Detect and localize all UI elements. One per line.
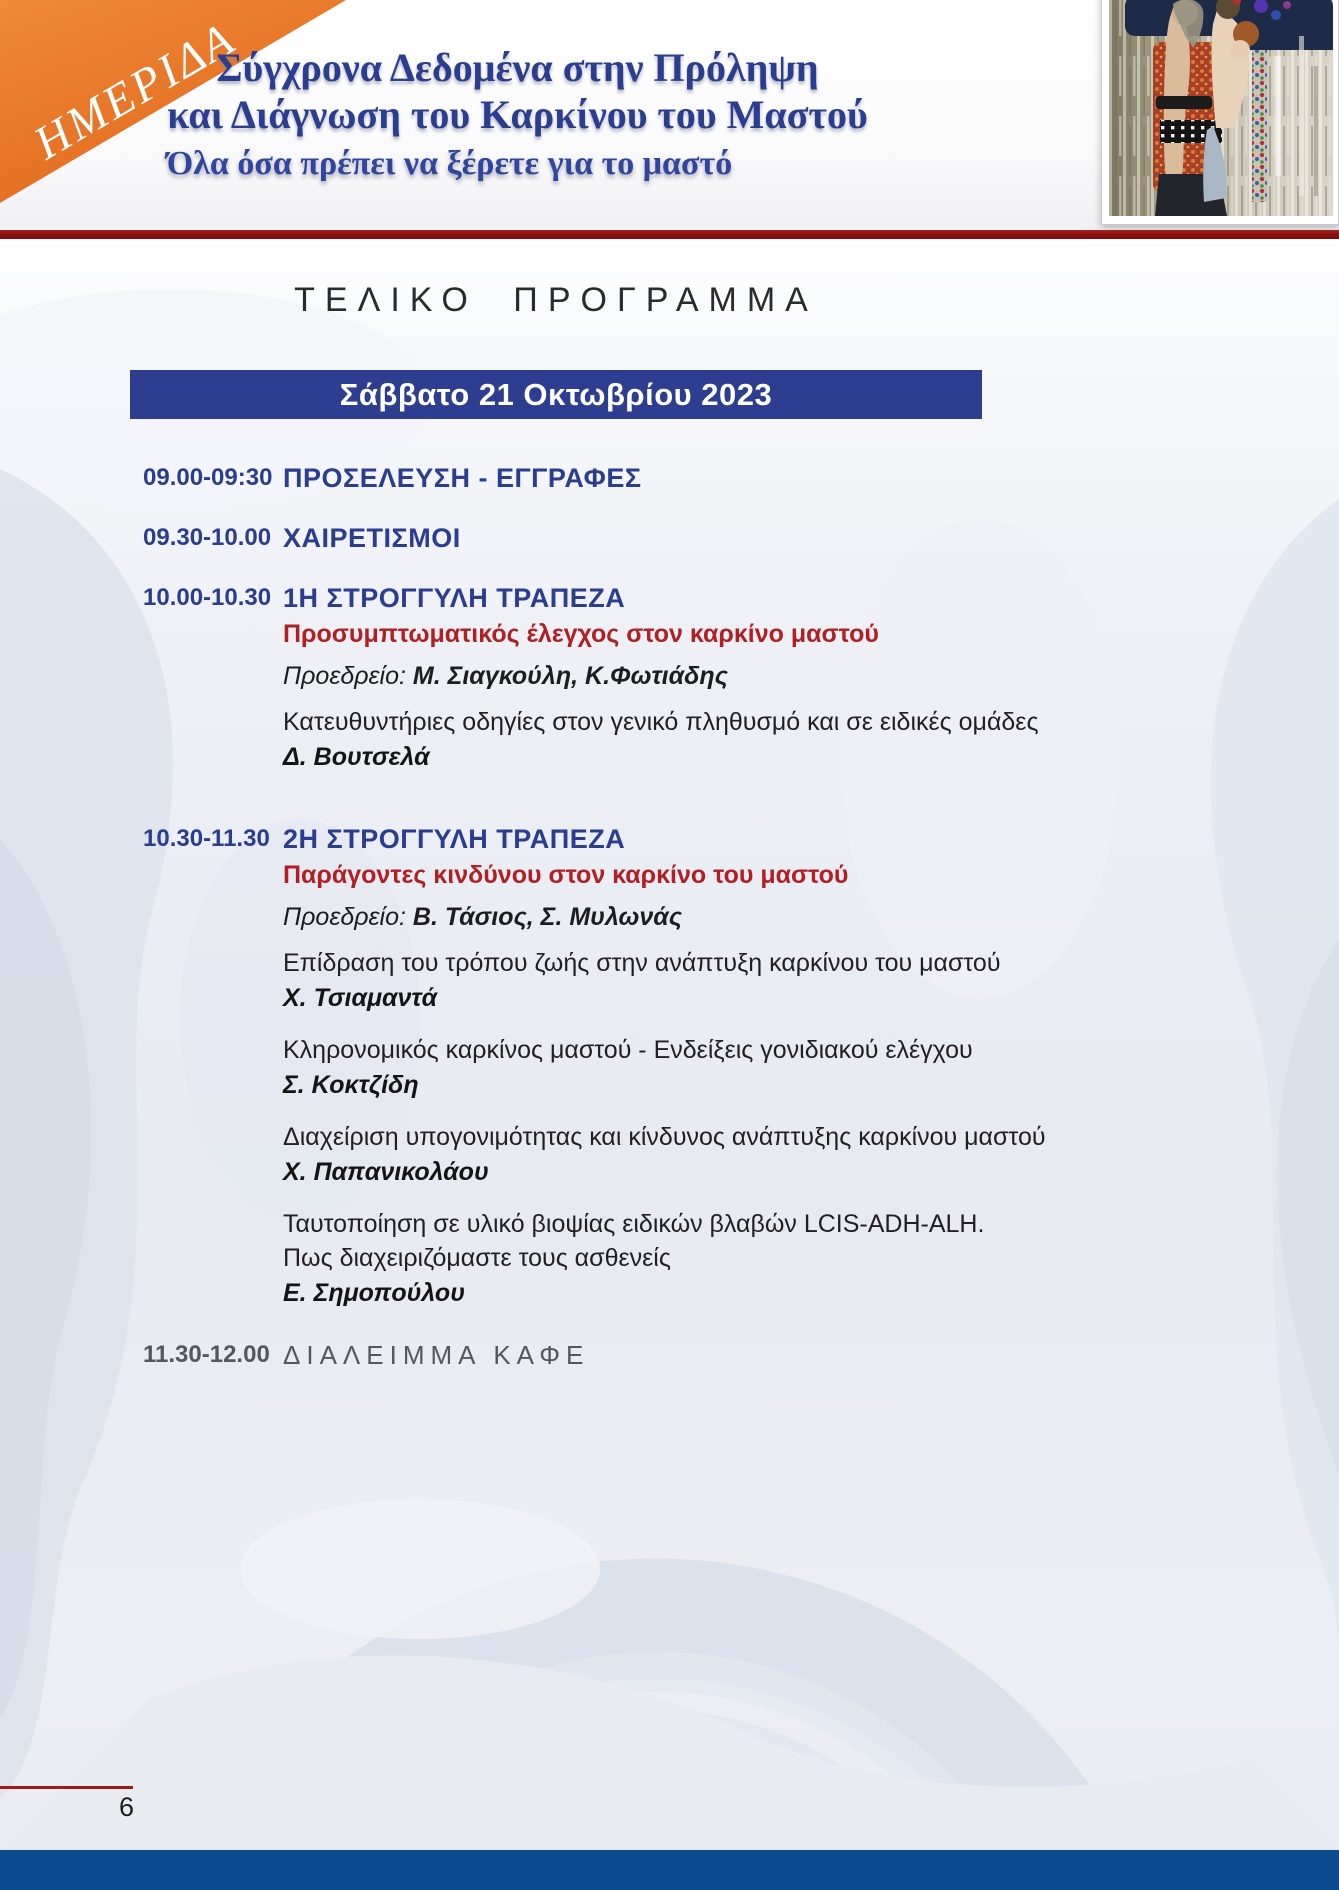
schedule-row-roundtable-1 [143,582,1228,773]
chairs-names: Μ. Σιαγκούλη, Κ.Φωτιάδης [412,662,728,690]
talk-speaker: Δ. Βουτσελά [283,743,430,771]
date-banner: Σάββατο 21 Οκτωβρίου 2023 [130,370,982,419]
schedule-row-coffee-break [143,1339,1228,1371]
chairs-names: Β. Τάσιος, Σ. Μυλωνάς [412,903,683,931]
session-chairs [283,660,1228,692]
session-body [283,582,1228,773]
session-title: ΠΡΟΣΕΛΕΥΣΗ - ΕΓΓΡΑΦΕΣ [283,463,642,493]
header-divider-rule [0,230,1339,239]
talk-title: Κληρονομικός καρκίνος μαστού - Ενδείξεις γονιδιακού ελέγχου [283,1036,973,1064]
talk-title: Ταυτοποίηση σε υλικό βιοψίας ειδικών βλαβών LCIS-ADH-ALH. [283,1210,985,1238]
chairs-label: Προεδρείο: [283,662,406,690]
talk [283,1208,1228,1309]
session-time: 10.00-10.30 [143,584,272,611]
talks-list [283,947,1228,1309]
session-title: 2Η ΣΤΡΟΓΓΥΛΗ ΤΡΑΠΕΖΑ [283,824,626,854]
session-chairs [283,901,1228,933]
talk-speaker: Ε. Σημοπούλου [283,1279,465,1307]
talk [283,1121,1228,1188]
session-time: 11.30-12.00 [143,1341,270,1368]
talk-speaker: Σ. Κοκτζίδη [283,1071,419,1099]
painting-art [1109,0,1333,216]
session-topic: Παράγοντες κινδύνου στον καρκίνο του μαστού [283,861,849,889]
chairs-label: Προεδρείο: [283,903,406,931]
footer-bar [0,1850,1339,1890]
ribbon-label: ΗΜΕΡΙΔΑ [25,12,245,170]
event-title-line2: και Διάγνωση του Καρκίνου του Μαστού [167,92,868,137]
page-header [0,0,1339,230]
schedule-row-registration [143,462,1228,494]
session-title: ΔΙΑΛΕΙΜΜΑ ΚΑΦΕ [283,1340,590,1370]
event-title-line1: Σύγχρονα Δεδομένα στην Πρόληψη [216,45,819,90]
event-subtitle: Όλα όσα πρέπει να ξέρετε για το μαστό [166,145,733,182]
talk [283,1034,1228,1101]
talks-list [283,706,1228,773]
session-time: 09.30-10.00 [143,524,272,551]
talk-title: Κατευθυντήριες οδηγίες στον γενικό πληθυσμό και σε ειδικές ομάδες [283,708,1039,736]
schedule-row-roundtable-2 [143,823,1228,1309]
talk-title-line2: Πως διαχειριζόμαστε τους ασθενείς [283,1244,671,1272]
program-heading: ΤΕΛΙΚΟ ΠΡΟΓΡΑΜΜΑ [294,281,818,319]
event-titles [95,44,940,184]
talk-speaker: Χ. Τσιαμαντά [283,984,438,1012]
talk [283,706,1228,773]
footer-rule [0,1786,133,1789]
talk-title: Επίδραση του τρόπου ζωής στην ανάπτυξη καρκίνου του μαστού [283,949,1001,977]
talk-title: Διαχείριση υπογονιμότητας και κίνδυνος ανάπτυξης καρκίνου μαστού [283,1123,1046,1151]
klimt-three-ages-painting [1101,0,1339,225]
session-title: 1Η ΣΤΡΟΓΓΥΛΗ ΤΡΑΠΕΖΑ [283,583,626,613]
schedule-row-greetings [143,522,1228,554]
talk-speaker: Χ. Παπανικολάου [283,1158,489,1186]
page-number: 6 [118,1792,134,1822]
session-title: ΧΑΙΡΕΤΙΣΜΟΙ [283,523,461,553]
session-topic: Προσυμπτωματικός έλεγχος στον καρκίνο μαστού [283,620,879,648]
session-time: 10.30-11.30 [143,825,270,852]
schedule [143,462,1228,1371]
session-body [283,823,1228,1309]
talk [283,947,1228,1014]
session-time: 09.00-09:30 [143,464,273,491]
